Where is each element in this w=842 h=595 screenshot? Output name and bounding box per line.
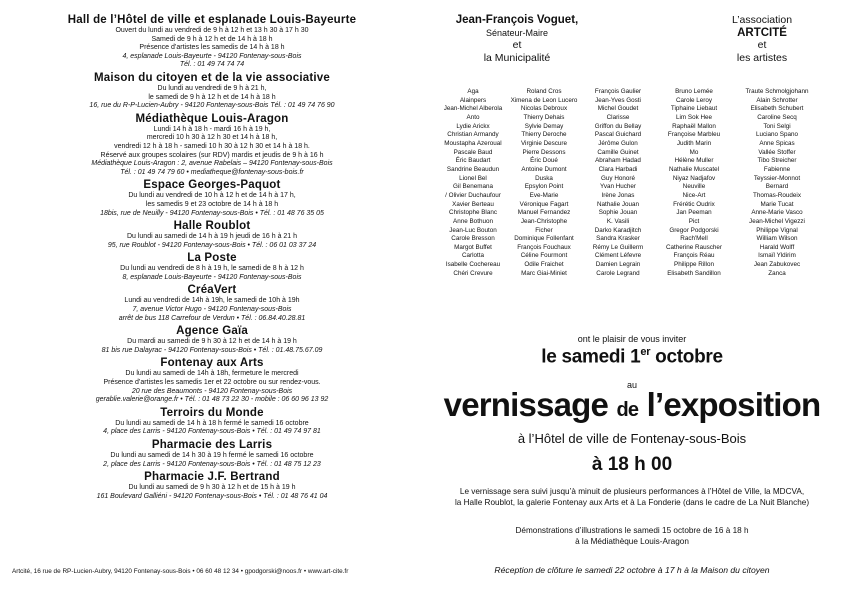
assoc-line3: les artistes — [736, 51, 788, 64]
artist-name: Carole Legrand — [596, 269, 640, 277]
artist-column — [580, 88, 656, 278]
venue-address: 4, esplanade Louis-Bayeurte - 94120 Fontenay-sous-Bois — [122, 52, 302, 60]
artist-name: Elisabeth Schubert — [750, 105, 804, 113]
artist-name: Thierry Dehais — [523, 113, 565, 121]
demo-info — [432, 525, 832, 547]
artist-name: Jean-Christophe — [520, 217, 568, 225]
venue-address: 81 bis rue Dalayrac - 94120 Fontenay-sous-Bois • Tél. : 01.48.75.67.09 — [101, 346, 323, 354]
venue-address: 4, place des Larris - 94120 Fontenay-sous-Bois • Tél. : 01 49 74 97 81 — [103, 428, 321, 436]
artist-name: Ximena de Leon Lucero — [510, 96, 578, 104]
venue-block — [12, 407, 412, 437]
artist-name: Elisabeth Sandillon — [667, 269, 721, 277]
artist-name: Damien Legrain — [595, 261, 641, 269]
artist-name: Odile Fraichet — [524, 261, 564, 269]
venue-address: 20 rue des Beaumonts - 94120 Fontenay-sous-Bois — [131, 387, 293, 395]
artist-name: Alainpers — [459, 96, 487, 104]
artist-name: Gregor Podgorski — [669, 226, 719, 234]
venue-hours: Présence d’artistes les samedis 1er et 22 octobre ou sur rendez-vous. — [103, 379, 321, 387]
artist-name: Marc Giai-Miniet — [521, 269, 567, 277]
artist-name: Carole Bresson — [451, 235, 495, 243]
artist-name: Philippe Vignal — [756, 226, 798, 234]
artist-name: Tiphaine Liebaut — [670, 105, 718, 113]
artist-name: Mo — [689, 148, 699, 156]
invite-intro: ont le plaisir de vous inviter — [577, 334, 687, 344]
artist-name: Tibo Streicher — [757, 157, 797, 165]
artist-name: Thomas-Roudeix — [753, 191, 801, 199]
artist-column — [732, 88, 822, 278]
venue-block — [12, 113, 412, 178]
event-title — [432, 386, 832, 424]
venue-block — [12, 439, 412, 469]
artist-name: Sylvie Demay — [524, 122, 564, 130]
artist-name: Griffon du Bellay — [594, 122, 642, 130]
artist-name: Toni Selgi — [763, 122, 791, 130]
venue-hours: Du lundi au vendredi de 9 h à 21 h, — [157, 84, 267, 92]
venue-address: 2, place des Larris - 94120 Fontenay-sous-Bois • Tél. : 01 48 75 12 23 — [103, 460, 321, 468]
artist-name: Nathalie Jouan — [596, 200, 639, 208]
au-text: au — [626, 380, 637, 390]
artist-name: Alain Schrotter — [756, 96, 798, 104]
artist-name: Eve-Marie — [529, 191, 559, 199]
venue-hours: les samedis 9 et 23 octobre de 14 h à 18 h — [145, 200, 279, 208]
venue-block — [12, 72, 412, 111]
host-name: Jean-François Voguet, — [455, 14, 579, 26]
venue-address: 7, avenue Victor Hugo - 94120 Fontenay-sous-Bois — [132, 306, 292, 314]
artist-name: Frérétic Oudrix — [673, 200, 715, 208]
artist-name: Bruno Lemée — [675, 88, 713, 95]
artist-name: Lydie Arickx — [456, 122, 490, 130]
artist-list — [432, 88, 842, 338]
venue-hours: Du lundi au samedi de 14 h à 18 h fermé le samedi 16 octobre — [115, 419, 309, 427]
venue-title: Médiathèque Louis-Aragon — [135, 112, 289, 125]
artist-name: / Olivier Duchaufour — [445, 191, 501, 199]
artist-name: Bernard — [765, 183, 789, 191]
artist-name: Dominique Follenfant — [514, 235, 574, 243]
venue-hours: Présence d’artistes les samedis de 14 h à 18 h — [139, 44, 285, 52]
artist-name: Pascal Guichard — [594, 131, 642, 139]
event-date — [432, 346, 832, 368]
artist-name: Catherine Rauscher — [665, 243, 722, 251]
artist-name: Philippe Rillon — [674, 261, 714, 269]
venue-hours: Du lundi au samedi de 14h à 18h, fermeture le mercredi — [125, 370, 299, 378]
artist-name: Jean-Michel Alberola — [443, 105, 503, 113]
artist-name: Éric Baudart — [455, 157, 491, 165]
venue-address: 8, esplanade Louis-Bayeurte - 94120 Fontenay-sous-Bois — [122, 273, 302, 281]
artist-name: Virginie Descure — [520, 139, 568, 147]
artist-column — [504, 88, 584, 278]
artist-name: Fabienne — [763, 165, 791, 173]
venue-block — [12, 284, 412, 323]
artist-name: Guy Honoré — [601, 174, 635, 182]
venue-title: Pharmacie J.F. Bertrand — [144, 471, 280, 484]
assoc-name: ARTCITÉ — [737, 26, 787, 39]
date-sup: er — [640, 346, 651, 358]
artist-name: Clément Léfevre — [594, 252, 642, 260]
venue-hours: Ouvert du lundi au vendredi de 9 h à 12 h et 13 h 30 à 17 h 30 — [115, 27, 309, 34]
artist-name: Chéri Crevure — [453, 269, 493, 277]
artist-name: Aga — [467, 88, 479, 95]
artist-name: François Gaulier — [594, 88, 642, 95]
host-role: Sénateur-Maire — [485, 27, 549, 38]
vern-b: l’exposition — [638, 386, 821, 423]
assoc-et: et — [757, 39, 767, 51]
artist-name: Luciano Spano — [755, 131, 798, 139]
artist-name: Clarisse — [606, 113, 630, 121]
artist-name: Moustapha Azeroual — [444, 139, 502, 147]
artist-name: Véronique Fagart — [519, 200, 569, 208]
venue-block — [12, 179, 412, 218]
venue-block — [12, 325, 412, 355]
venue-address: 16, rue du R-P-Lucien-Aubry - 94120 Fontenay-sous-Bois Tél. : 01 49 74 76 90 — [89, 102, 335, 110]
artist-name: Pascale Baud — [453, 148, 493, 156]
artist-name: Céline Fourmont — [520, 252, 568, 260]
artist-name: François Fouchaux — [517, 243, 571, 251]
artist-name: Lionel Bel — [459, 174, 487, 182]
artist-name: Christian Armandy — [447, 131, 499, 139]
artist-name: Teyssier-Monnot — [753, 174, 801, 182]
vern-de: de — [616, 399, 639, 421]
date-part-a: le samedi 1 — [541, 346, 641, 368]
artist-name: François Réau — [673, 252, 715, 260]
artist-name: Christophe Blanc — [449, 209, 497, 217]
artist-name: Jean Zabukovec — [753, 261, 801, 269]
artist-name: Zanca — [768, 269, 786, 277]
artist-name: Caroline Secq — [757, 113, 797, 121]
venue-title: Fontenay aux Arts — [160, 357, 264, 370]
artist-name: Françoise Marbleu — [667, 131, 721, 139]
venue-block — [12, 14, 412, 70]
artist-name: Neuville — [682, 183, 706, 191]
artist-name: Isabelle Cochereau — [445, 261, 501, 269]
venue-block — [12, 220, 412, 250]
artist-name: Nice-Art — [682, 191, 706, 199]
venue-hours: Du lundi au vendredi de 10 h à 12 h et de 14 h à 17 h, — [128, 192, 296, 200]
event-time: à 18 h 00 — [591, 454, 673, 475]
artist-name: Anto — [466, 113, 480, 121]
artist-name: Nicolas Debroux — [520, 105, 568, 113]
vern-a: vernissage — [443, 386, 617, 423]
artist-name: William Wilson — [756, 235, 798, 243]
venue-title: Maison du citoyen et de la vie associative — [94, 71, 330, 84]
venue-address: Médiathèque Louis-Aragon : 2, avenue Rabelais – 94120 Fontenay-sous-Bois — [91, 160, 333, 168]
host-municipality — [432, 14, 602, 64]
artist-name: Éric Doué — [530, 157, 558, 165]
artist-name: Carole Leroy — [675, 96, 713, 104]
desc-line: la Halle Roublot, la galerie Fontenay aux Arts et à La Fonderie (dans le cadre de La Nuit Blanche) — [454, 498, 810, 508]
artist-name: Clara Harbadi — [598, 165, 638, 173]
venue-block — [12, 252, 412, 282]
artist-name: K. Vasili — [606, 217, 630, 225]
artist-name: Roland Cros — [526, 88, 562, 95]
venue-title: La Poste — [187, 252, 237, 265]
demo-line: à la Médiathèque Louis-Aragon — [575, 537, 689, 547]
venue-title: Terroirs du Monde — [160, 406, 264, 419]
venue-hours: Lundi 14 h à 18 h - mardi 16 h à 19 h, — [153, 125, 271, 133]
artist-name: Jean-Michel Vigezzi — [749, 217, 805, 225]
artist-name: Sophie Jouan — [598, 209, 638, 217]
artist-name: Jean-Yves Gosti — [595, 96, 641, 104]
venue-hours: Lundi au vendredi de 14h à 19h, le samedi de 10h à 19h — [124, 297, 300, 305]
venue-hours: Du lundi au samedi de 14 h 30 à 19 h fermé le samedi 16 octobre — [110, 452, 314, 459]
venue-contact: Tél. : 01 49 74 79 60 • mediatheque@fontenay-sous-bois.fr — [120, 168, 304, 176]
venue-title: Halle Roublot — [173, 220, 251, 233]
artist-name: Irène Jonas — [601, 191, 635, 199]
venue-title: Agence Gaïa — [176, 325, 248, 338]
artist-name: Pict — [688, 217, 700, 225]
artist-name: Antoine Dumont — [521, 165, 567, 173]
artist-name: Manuel Fernandez — [517, 209, 571, 217]
demo-line: Démonstrations d’illustrations le samedi 15 octobre de 16 à 18 h — [515, 526, 749, 535]
artist-name: Thierry Deroche — [521, 131, 567, 139]
footer-contact: Artcité, 16 rue de RP-Lucien-Aubry, 94120 Fontenay-sous-Bois • 06 60 48 12 34 • gpodgorski@noos.fr • www.art-cite.fr — [12, 568, 349, 575]
artist-name: Sandra Krasker — [596, 235, 640, 243]
artist-name: Margot Buffet — [454, 243, 492, 251]
artist-name: Epsylon Point — [524, 183, 564, 191]
host-org: la Municipalité — [483, 51, 551, 64]
venue-block — [12, 357, 412, 404]
artist-name: Anne Bothuon — [453, 217, 493, 225]
artist-name: Raphaël Mallon — [672, 122, 716, 130]
artist-name: Xavier Berteau — [452, 200, 494, 208]
venue-hours: Du lundi au vendredi de 8 h à 19 h, le samedi de 8 h à 12 h — [120, 265, 304, 273]
artist-name: Anne Spicas — [759, 139, 795, 147]
artist-name: Jérôme Gulon — [598, 139, 638, 147]
venue-title: CréaVert — [187, 284, 237, 297]
artist-name: Nathalie Muscatel — [668, 165, 720, 173]
venue-address: 161 Boulevard Galliéni - 94120 Fontenay-sous-Bois • Tél. : 01 48 76 41 04 — [96, 492, 328, 500]
venue-contact: gerablie.valerie@orange.fr • Tél. : 01 48 73 22 30 - mobile : 06 60 96 13 92 — [95, 396, 329, 404]
artist-name: Lim Sok Hee — [675, 113, 713, 121]
venue-hours: Du mardi au samedi de 9 h 30 à 12 h et de 14 h à 19 h — [127, 338, 297, 346]
venue-title: Espace Georges-Paquot — [143, 179, 281, 192]
artist-name: Michel Goudet — [597, 105, 639, 113]
artist-name: Duska — [535, 174, 553, 182]
venue-hours: Du lundi au samedi de 14 h à 19 h jeudi de 16 h à 21 h — [126, 233, 298, 241]
venue-block — [12, 471, 412, 501]
event-description — [432, 486, 832, 508]
venue-contact: arrêt de bus 118 Carrefour de Verdun • Tél. : 06.84.40.28.81 — [118, 314, 306, 322]
artist-name: Ficher — [535, 226, 553, 234]
artist-name: Vallée Stoffer — [758, 148, 796, 156]
artist-name: Jean-Luc Bouton — [449, 226, 497, 234]
artist-name: Carlotta — [461, 252, 485, 260]
artist-name: Hélène Muller — [674, 157, 714, 165]
artist-name: Niyaz Nadjafov — [672, 174, 716, 182]
artist-name: Gil Benemana — [453, 183, 493, 191]
artist-name: Camille Guinet — [597, 148, 639, 156]
artist-name: Ismaïl Yldirim — [758, 252, 796, 260]
venue-hours: Samedi de 9 h à 12 h et de 14 h à 18 h — [151, 35, 273, 43]
event-place: à l’Hôtel de ville de Fontenay-sous-Bois — [517, 431, 747, 446]
venue-title: Hall de l’Hôtel de ville et esplanade Louis-Bayeurte — [67, 14, 357, 26]
artist-name: Abraham Hadad — [595, 157, 641, 165]
venue-hours: mercredi 10 h 30 à 12 h 30 et 14 h à 18 h, — [146, 134, 278, 142]
host-et: et — [512, 39, 522, 51]
venue-hours: Réservé aux groupes scolaires (sur RDV) mardis et jeudis de 9 h à 16 h — [100, 151, 324, 159]
artist-name: Sandrine Beaudun — [446, 165, 500, 173]
closing-reception: Réception de clôture le samedi 22 octobre à 17 h à la Maison du citoyen — [494, 565, 770, 575]
venue-hours: vendredi 12 h à 18 h - samedi 10 h 30 à 12 h 30 et 14 h à 18 h. — [114, 142, 310, 150]
venue-address: 18bis, rue de Neuilly - 94120 Fontenay-sous-Bois • Tél. : 01 48 76 35 05 — [100, 209, 324, 217]
venue-list — [12, 14, 412, 503]
artist-name: Traute Schmolgjohann — [745, 88, 809, 95]
artist-name: Jan Peeman — [676, 209, 712, 217]
artist-name: Harald Wolff — [759, 243, 795, 251]
artist-name: Darko Karadjitch — [594, 226, 642, 234]
artist-name: Rach'Mell — [680, 235, 708, 243]
venue-address: 95, rue Roublot - 94120 Fontenay-sous-Bois • Tél. : 06 01 03 37 24 — [107, 241, 317, 249]
artist-name: Marie Tucat — [760, 200, 794, 208]
artist-name: Yvan Hucher — [599, 183, 637, 191]
assoc-line1: L’association — [731, 14, 793, 26]
desc-line: Le vernissage sera suivi jusqu’à minuit de plusieurs performances à l’Hôtel de Ville, la MDCVA, — [459, 487, 805, 496]
host-association — [687, 14, 837, 64]
date-part-b: octobre — [650, 346, 723, 368]
venue-contact: Tél. : 01 49 74 74 74 — [179, 61, 245, 69]
artist-name: Judith Marin — [676, 139, 712, 147]
venue-title: Pharmacie des Larris — [151, 439, 273, 451]
artist-column — [432, 88, 514, 278]
artist-column — [658, 88, 730, 278]
venue-hours: Du lundi au samedi de 9 h 30 à 12 h et de 15 h à 19 h — [128, 484, 296, 492]
artist-name: Pierre Dessons — [522, 148, 566, 156]
artist-name: Anne-Marie Vasco — [751, 209, 803, 217]
venue-hours: le samedi de 9 h à 12 h et de 14 h à 18 h — [148, 93, 276, 101]
artist-name: Rémy Le Guillerm — [592, 243, 644, 251]
